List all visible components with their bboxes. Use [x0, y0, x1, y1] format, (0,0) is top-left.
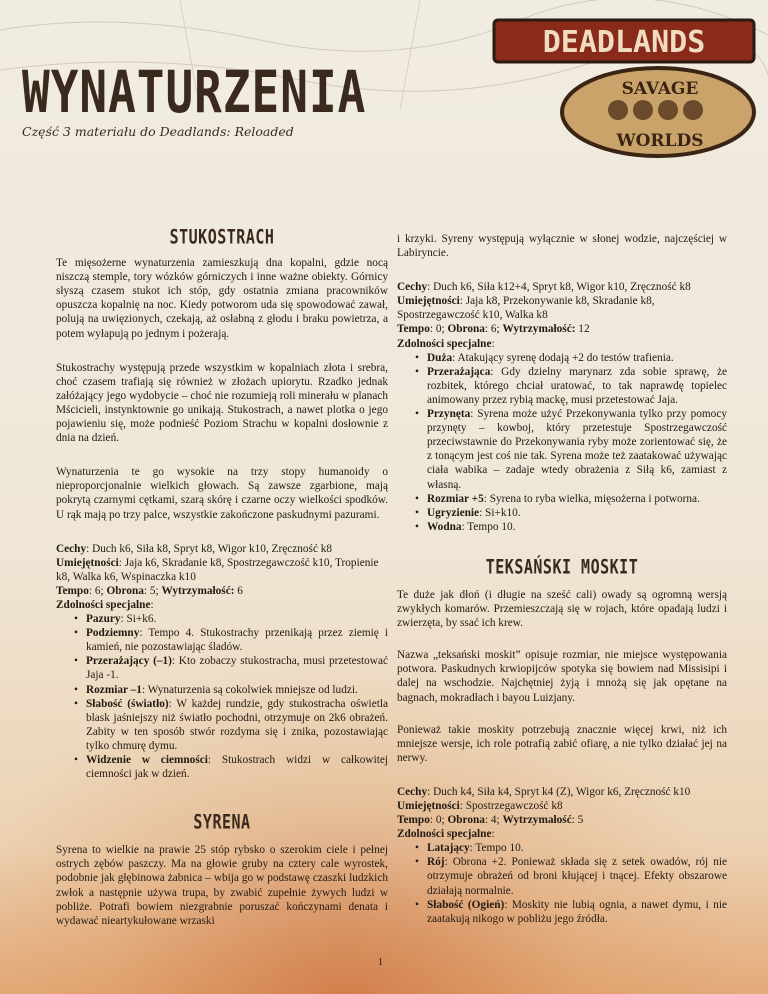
list-item: • Ugryzienie: Si+k10.: [427, 506, 727, 520]
list-item: • Rozmiar –1: Wynaturzenia są cokolwiek mniejsze od ludzi.: [86, 683, 388, 697]
moskit-heading: TEKSAŃSKI MOSKIT: [485, 555, 639, 579]
stukostrach-paragraph-1: Te mięsożerne wynaturzenia zamieszkują dna kopalni, gdzie nocą niszczą stemple, tory wózków górniczych i inne ważne obiekty. Górnicy słyszą czasem stukot ich stóp, gdy ostatnia zmiana pracowników opuszcza kopalnię na noc. Kiedy potworom uda się spowodować zawał, polują na uwięzionych, czekają, aż osłabną z głodu i braku powietrza, a potem wyłapują po jednym i pożerają.: [56, 257, 388, 340]
syrena-heading: SYRENA: [193, 810, 251, 834]
syrena-abilities: [397, 351, 727, 534]
list-item: • Pazury: Si+k6.: [86, 612, 388, 626]
list-item: • Rozmiar +5: Syrena to ryba wielka, mięsożerna i potworna.: [427, 492, 727, 506]
list-item: • Przynęta: Syrena może użyć Przekonywania tylko przy pomocy przynęty – kowboj, który przetestuje Spostrzegawczość przeciwstawnie do Przekonywania ryby może zorientować się, że z tonącym jest coś nie tak. Syrena może też zaatakować używając ciała wabika – zadaje wtedy obrażenia z Siłą k6, zamiast z własną.: [427, 407, 727, 492]
stukostrach-paragraph-2: Stukostrachy występują przede wszystkim w kopalniach złota i srebra, choć czasem trafiają się również w złożach upiorytu. Rzadko jednak załóżający jego wydobycie – choć nie rozumieją roli minerału w planach Mścicieli, instynktownie go unikają. Stukostrach, a nawet plotka o jego pojawieniu się, może podnieść Poziom Strachu w kopalni dosłownie z dnia na dzień.: [56, 361, 388, 445]
stukostrach-heading: STUKOSTRACH: [169, 225, 275, 249]
page-subtitle: Część 3 materiału do Deadlands: Reloaded: [22, 124, 294, 139]
stukostrach-abilities: [56, 612, 388, 781]
moskit-abilities: [397, 841, 727, 926]
list-item: • Duża: Atakujący syrenę dodają +2 do testów trafienia.: [427, 351, 727, 365]
moskit-stat-block: Cechy: Duch k4, Siła k4, Spryt k4 (Z), Wigor k6, Zręczność k10 Umiejętności: Spostrzegawczość k8 Tempo: 0; Obrona: 4; Wytrzymałość: 5 Zdolności specjalne: • Latający: Tempo 10. • Rój: Obrona +2. Ponieważ składa się z setek owadów, rój nie otrzymuje obrażeń od broni kłującej i tnącej. Efekty obszarowe działają normalnie. • Słabość (Ogień): Moskity nie lubią ognia, a nawet dymu, i nie zaatakują nikogo w pobliżu jego źródła.: [397, 785, 727, 926]
svg-text:SAVAGE: SAVAGE: [621, 79, 699, 99]
moskit-paragraph-3: Ponieważ takie moskity potrzebują znacznie więcej krwi, niż ich mniejsze wersje, ich role potrafią zabić ofiarę, a nie tylko działać jej na nerwy.: [397, 723, 727, 764]
list-item: • Słabość (światło): W każdej rundzie, gdy stukostracha oświetla blask jaśniejszy niż światło pochodni, otrzymuje on 2k6 obrażeń. Zabity w ten sposób stwór rozdyma się i znika, pozostawiając tylko chmurę dymu.: [86, 697, 388, 753]
moskit-paragraph-2: Nazwa „teksański moskit” opisuje rozmiar, nie miejsce występowania potwora. Paskudnych krwiopijców spotyka się bowiem nad Missisipi i dalej na wschodzie. Najchętniej żyją i mnożą się jak opętane na bagnach, mokradłach i bayou Luizjany.: [397, 649, 727, 704]
list-item: • Podziemny: Tempo 4. Stukostrachy przenikają przez ziemię i kamień, nie pozostawiając śladów.: [86, 626, 388, 654]
syrena-paragraph-1: Syrena to wielkie na prawie 25 stóp rybsko o szerokim ciele i pełnej ostrych zębów paszczy. Ma na głowie gruby na cztery cale wyrostek, podobnie jak głębinowa żabnica – wbija go w podstawę czaszki ludzkich zwłok a następnie używa trupa, by zwabić zupełnie żywych ludzi w pobliże. Potrafi bowiem niezgrabnie poruszać kończynami denata i wydawać nieartykułowane wrzaski: [56, 844, 388, 927]
stukostrach-stat-block: Cechy: Duch k6, Siła k8, Spryt k8, Wigor k10, Zręczność k8 Umiejętności: Jaja k6, Skradanie k8, Spostrzegawczość k10, Tropienie k8, Walka k6, Wspinaczka k10 Tempo: 6; Obrona: 5; Wytrzymałość: 6 Zdolności specjalne: • Pazury: Si+k6. • Podziemny: Tempo 4. Stukostrachy przenikają przez ziemię i kamień, nie pozostawiając śladów. • Przerażający (–1): Kto zobaczy stukostracha, musi przetestować Jaja -1. • Rozmiar –1: Wynaturzenia są cokolwiek mniejsze od ludzi. • Słabość (światło): W każdej rundzie, gdy stukostracha oświetla blask jaśniejszy niż światło pochodni, otrzymuje on 2k6 obrażeń. Zabity w ten sposób stwór rozdyma się i znika, pozostawiając tylko chmurę dymu. • Widzenie w ciemności: Stukostrach widzi w całkowitej ciemności jak w dzień.: [56, 542, 388, 782]
syrena-paragraph-1-continued: i krzyki. Syreny występują wyłącznie w słonej wodzie, najczęściej w Labiryncie.: [397, 233, 727, 260]
list-item: • Słabość (Ogień): Moskity nie lubią ognia, a nawet dymu, i nie zaatakują nikogo w pobliżu jego źródła.: [427, 898, 727, 926]
right-column: [397, 232, 727, 926]
list-item: • Widzenie w ciemności: Stukostrach widzi w całkowitej ciemności jak w dzień.: [86, 753, 388, 781]
page-number: 1: [378, 957, 383, 968]
svg-text:WORLDS: WORLDS: [616, 131, 704, 151]
page-title: WYNATURZENIA: [22, 58, 367, 126]
list-item: • Wodna: Tempo 10.: [427, 520, 727, 534]
syrena-stat-block: Cechy: Duch k6, Siła k12+4, Spryt k8, Wigor k10, Zręczność k8 Umiejętności: Jaja k8, Przekonywanie k8, Skradanie k8, Spostrzegawczość k10, Walka k8 Tempo: 0; Obrona: 6; Wytrzymałość: 12 Zdolności specjalne: • Duża: Atakujący syrenę dodają +2 do testów trafienia. • Przerażająca: Gdy dzielny marynarz zda sobie sprawę, że rozbitek, którego chciał uratować, to tak naprawdę topielec animowany przez rybią mackę, musi przetestować Jaja. • Przynęta: Syrena może użyć Przekonywania tylko przy pomocy przynęty – kowboj, który przetestuje Spostrzegawczość przeciwstawnie do Przekonywania ryby może zorientować się, że z tonącym jest coś nie tak. Syrena może też zaatakować używając ciała wabika – zadaje wtedy obrażenia z Siłą k6, zamiast z własną. • Rozmiar +5: Syrena to ryba wielka, mięsożerna i potworna. • Ugryzienie: Si+k10. • Wodna: Tempo 10.: [397, 280, 727, 534]
list-item: • Latający: Tempo 10.: [427, 841, 727, 855]
list-item: • Rój: Obrona +2. Ponieważ składa się z setek owadów, rój nie otrzymuje obrażeń od broni kłującej i tnącej. Efekty obszarowe działają normalnie.: [427, 855, 727, 897]
stukostrach-paragraph-3: Wynaturzenia te go wysokie na trzy stopy humanoidy o nieproporcjonalnie wielkich głowach. Są zawsze zgarbione, mają pokrytą czarnymi cętkami, szarą skórę i czarne oczy wielkości spodków. U rąk mają po trzy palce, wszystkie zakończone paskudnymi pazurami.: [56, 466, 388, 521]
left-column: [56, 225, 389, 928]
list-item: • Przerażająca: Gdy dzielny marynarz zda sobie sprawę, że rozbitek, którego chciał uratować, to tak naprawdę topielec animowany przez rybią mackę, musi przetestować Jaja.: [427, 365, 727, 407]
moskit-paragraph-1: Te duże jak dłoń (i długie na sześć cali) owady są ogromną wersją zwykłych komarów. Przemieszczają się w rojach, które opadają ludzi i zwierzęta, by ssać ich krew.: [397, 588, 727, 630]
deadlands-logo: [488, 6, 760, 172]
svg-text:DEADLANDS: DEADLANDS: [542, 25, 706, 60]
list-item: • Przerażający (–1): Kto zobaczy stukostracha, musi przetestować Jaja -1.: [86, 654, 388, 682]
